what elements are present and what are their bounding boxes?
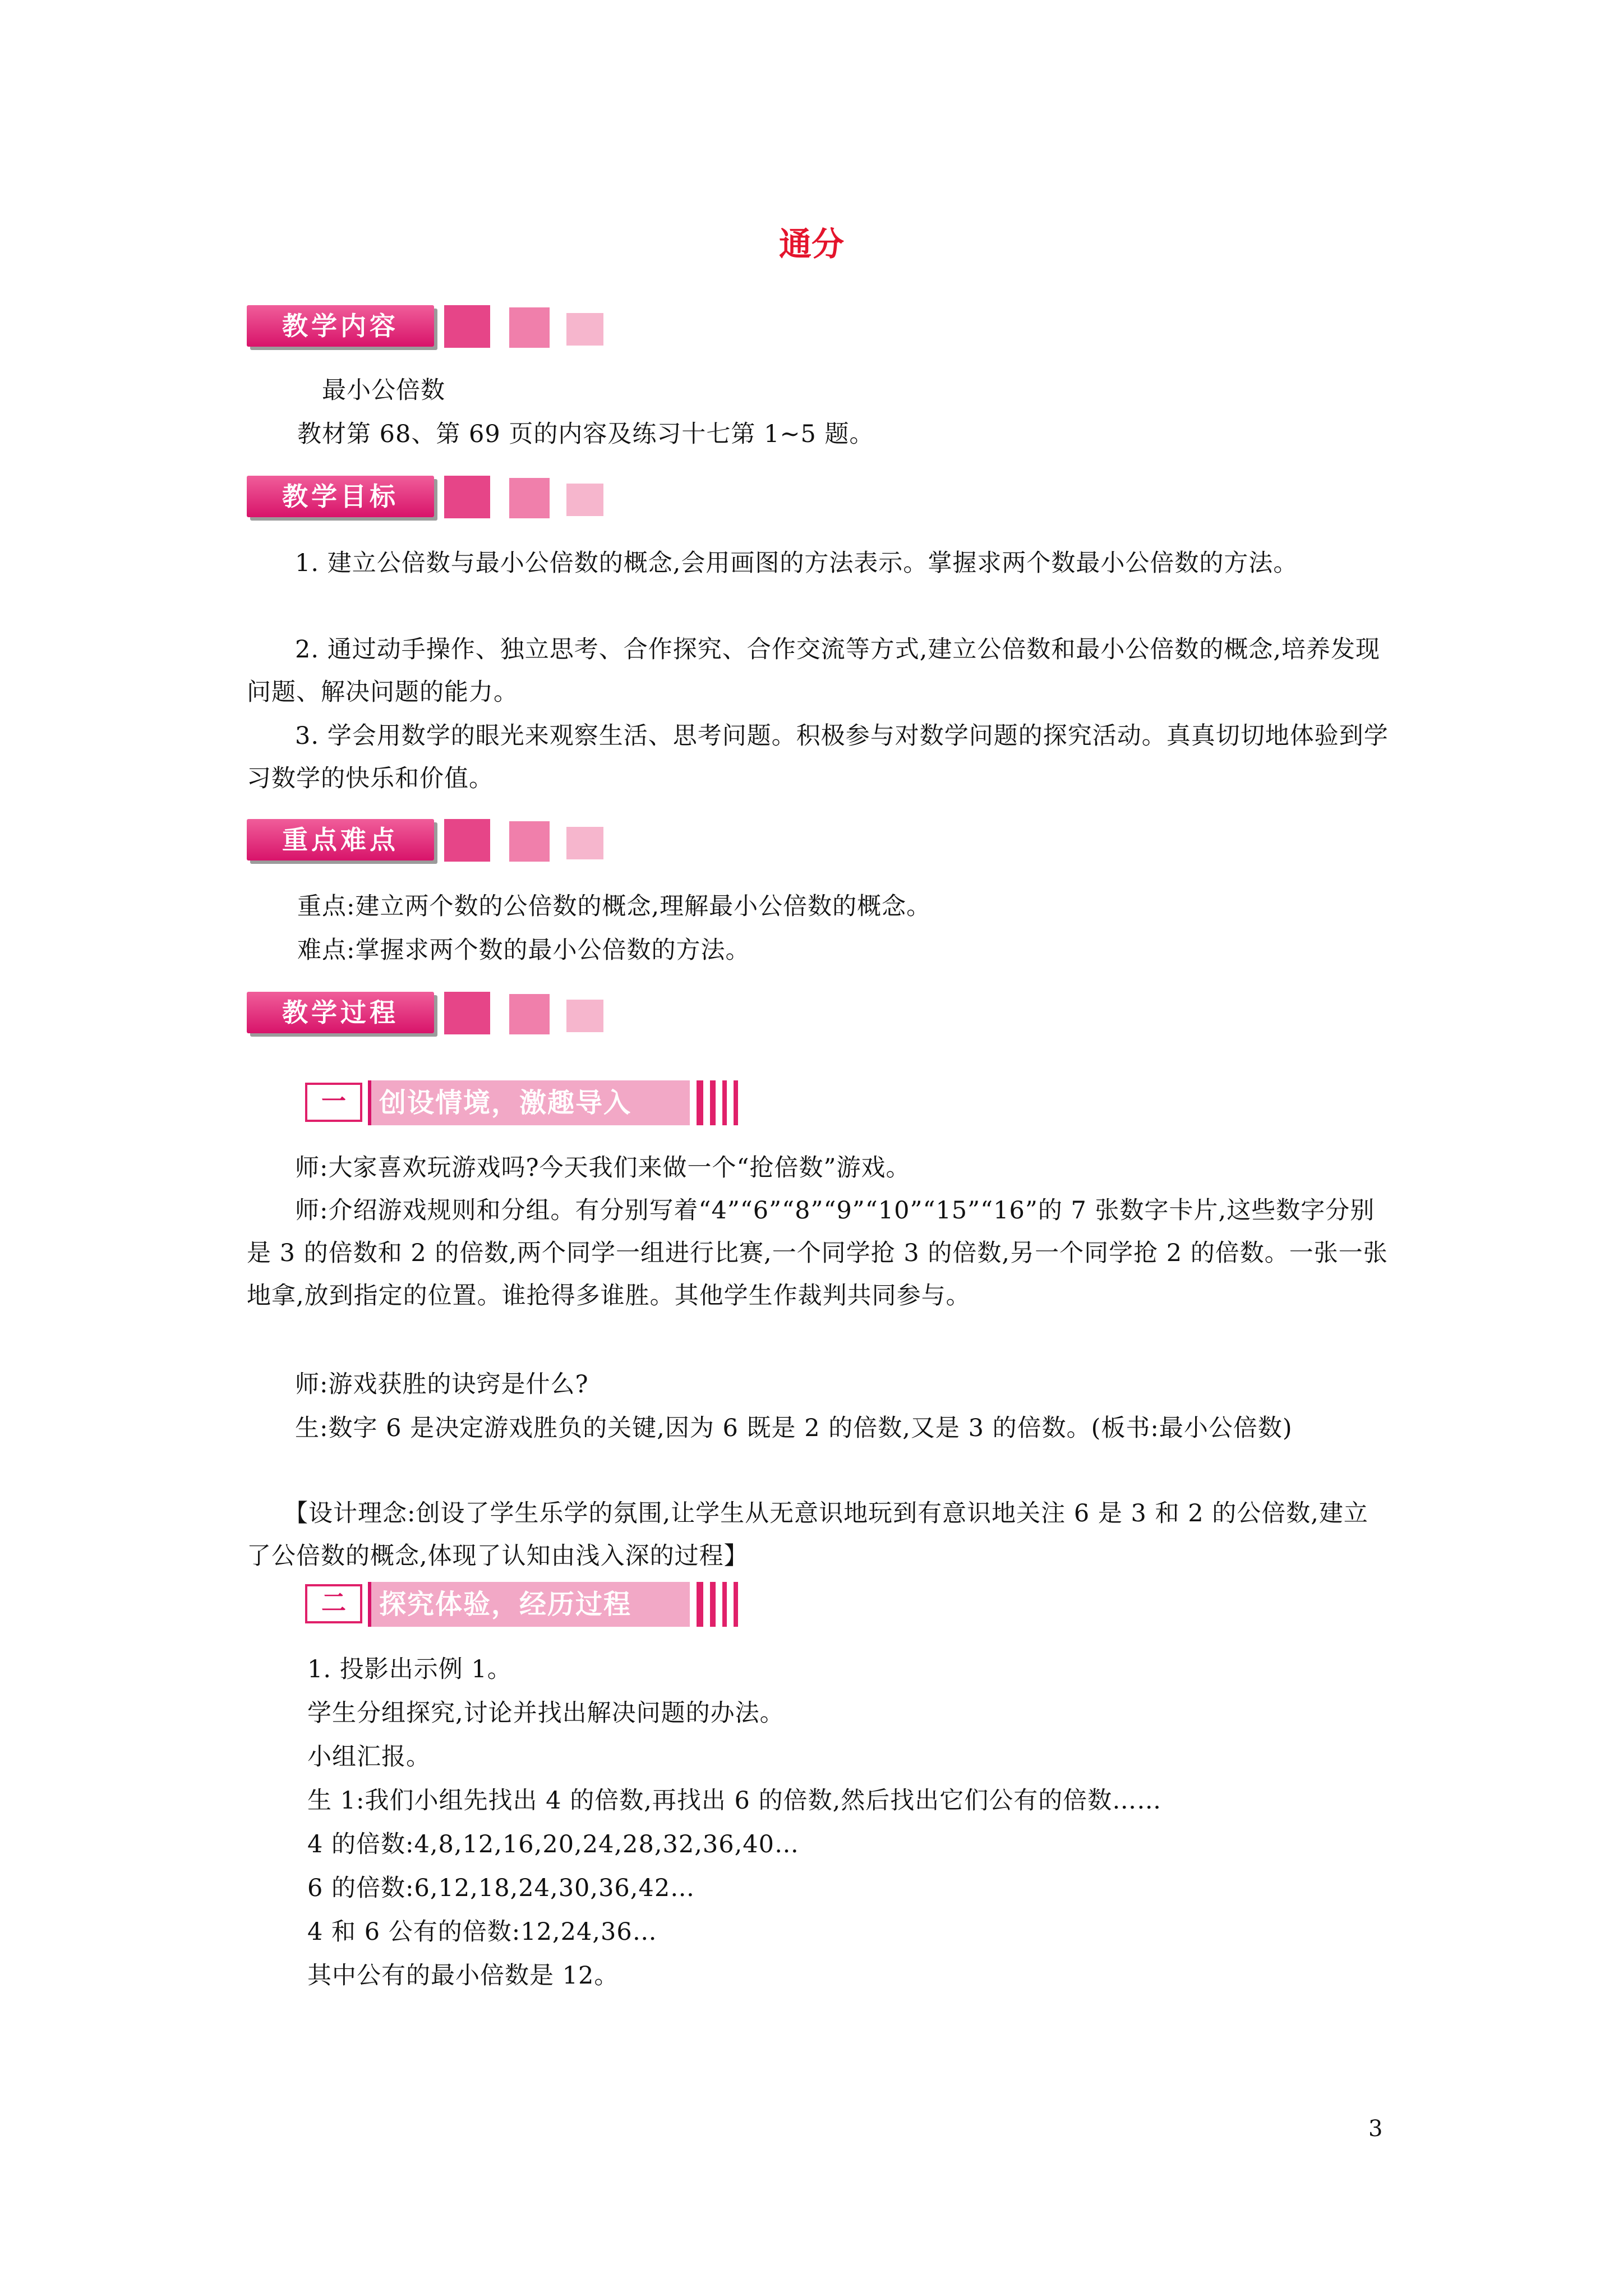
decor-stripe [722, 1080, 727, 1125]
step-title: 探究体验，经历过程 [379, 1589, 632, 1620]
keypoint-line: 重点:建立两个数的公倍数的概念,理解最小公倍数的概念。 [297, 892, 932, 921]
step2-line: 其中公有的最小倍数是 12。 [307, 1962, 619, 1990]
decor-square [566, 827, 603, 859]
step2-line: 4 和 6 公有的倍数:12,24,36… [307, 1918, 657, 1946]
decor-stripe [734, 1080, 738, 1125]
step1-paragraph: 师:介绍游戏规则和分组。有分别写着“4”“6”“8”“9”“10”“15”“16”的 7 张数字卡片,这些数字分别是 3 的倍数和 2 的倍数,两个同学一组进行比赛,一个同学抢 3 的倍数,另一个同学抢 2 的倍数。一张一张地拿,放到指定的位置。谁抢得多谁胜。其他学生作裁判共同参与。 [247, 1197, 1388, 1310]
decor-square [509, 821, 550, 862]
step1-paragraph: 师:游戏获胜的诀窍是什么? [295, 1370, 589, 1398]
decor-square [509, 994, 550, 1034]
section-label: 教学过程 [247, 992, 434, 1033]
page-title: 通分 [778, 225, 844, 263]
step2-line: 小组汇报。 [307, 1743, 431, 1771]
step-number: 二 [305, 1584, 362, 1623]
step1-paragraph: 师:大家喜欢玩游戏吗?今天我们来做一个“抢倍数”游戏。 [295, 1154, 911, 1182]
goal-item: 2. 通过动手操作、独立思考、合作探究、合作交流等方式,建立公倍数和最小公倍数的概念,培养发现问题、解决问题的能力。 [247, 636, 1381, 706]
decor-square [566, 1000, 603, 1032]
decor-stripe [710, 1080, 716, 1125]
step2-line: 1. 投影出示例 1。 [307, 1655, 512, 1683]
step-header-1 [305, 1080, 754, 1125]
decor-stripe [710, 1582, 716, 1627]
step1-paragraph: 生:数字 6 是决定游戏胜负的关键,因为 6 既是 2 的倍数,又是 3 的倍数。(板书:最小公倍数) [295, 1414, 1293, 1442]
keypoint-line: 难点:掌握求两个数的最小公倍数的方法。 [297, 936, 750, 964]
goal-item: 1. 建立公倍数与最小公倍数的概念,会用画图的方法表示。掌握求两个数最小公倍数的方法。 [295, 549, 1298, 577]
decor-square [444, 819, 490, 862]
step2-line: 生 1:我们小组先找出 4 的倍数,再找出 6 的倍数,然后找出它们公有的倍数…… [307, 1787, 1162, 1815]
decor-square [444, 992, 490, 1034]
section-label: 教学内容 [247, 305, 434, 347]
step2-line: 6 的倍数:6,12,18,24,30,36,42… [307, 1874, 695, 1902]
goal-item: 3. 学会用数学的眼光来观察生活、思考问题。积极参与对数学问题的探究活动。真真切切地体验到学习数学的快乐和价值。 [247, 722, 1389, 793]
step-header-2 [305, 1582, 754, 1627]
decor-square [566, 313, 603, 346]
content-line: 教材第 68、第 69 页的内容及练习十七第 1~5 题。 [297, 420, 874, 448]
decor-stripe [734, 1582, 738, 1627]
section-label: 重点难点 [247, 819, 434, 861]
decor-square [566, 484, 603, 516]
step-title: 创设情境，激趣导入 [379, 1087, 632, 1119]
decor-square [509, 307, 550, 348]
step2-line: 学生分组探究,讨论并找出解决问题的办法。 [307, 1699, 785, 1727]
decor-stripe [697, 1582, 703, 1627]
design-note: 【设计理念:创设了学生乐学的氛围,让学生从无意识地玩到有意识地关注 6 是 3 和 2 的公倍数,建立了公倍数的概念,体现了认知由浅入深的过程】 [247, 1499, 1368, 1570]
section-label: 教学目标 [247, 476, 434, 517]
step2-line: 4 的倍数:4,8,12,16,20,24,28,32,36,40… [307, 1830, 799, 1858]
step-number: 一 [305, 1083, 362, 1122]
decor-stripe [722, 1582, 727, 1627]
decor-square [444, 305, 490, 348]
page-number: 3 [1368, 2116, 1383, 2142]
decor-stripe [697, 1080, 703, 1125]
decor-square [444, 476, 490, 518]
content-line: 最小公倍数 [322, 376, 445, 404]
decor-square [509, 478, 550, 518]
